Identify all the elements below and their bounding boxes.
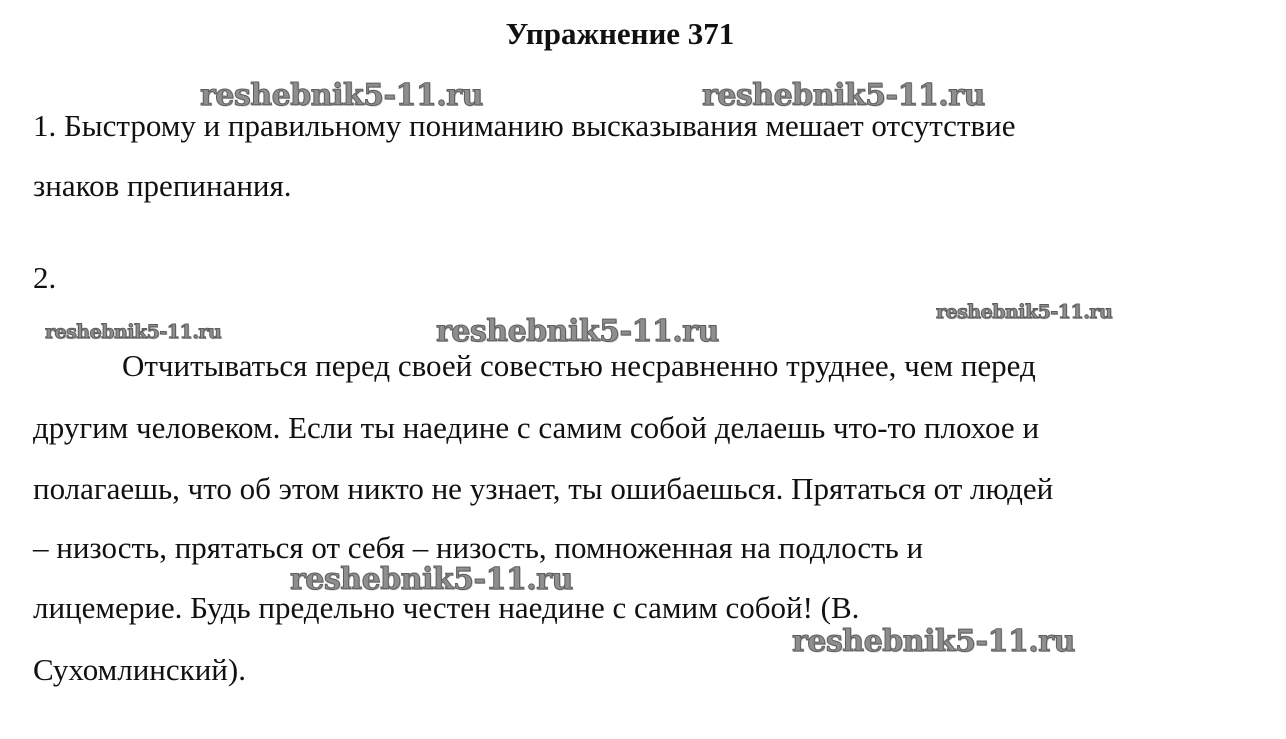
item2-line-3: полагаешь, что об этом никто не узнает, ты ошибаешься. Прятаться от людей (33, 471, 1054, 506)
item2-number: 2. (33, 260, 57, 295)
item2-line-2: другим человеком. Если ты наедине с самим собой делаешь что-то плохое и (33, 410, 1040, 445)
watermark: reshebnik5-11.ru (936, 301, 1113, 323)
exercise-title: Упражнение 371 (505, 16, 735, 51)
item2-line-5: лицемерие. Будь предельно честен наедине с самим собой! (В. (33, 590, 860, 625)
watermark: reshebnik5-11.ru (702, 78, 985, 113)
item1-line-2: знаков препинания. (33, 168, 292, 203)
item2-line-6: Сухомлинский). (33, 652, 246, 687)
watermark: reshebnik5-11.ru (290, 562, 573, 597)
watermark: reshebnik5-11.ru (792, 624, 1075, 659)
item2-line-4: – низость, прятаться от себя – низость, помноженная на подлость и (33, 530, 924, 565)
item2-line-1: Отчитываться перед своей совестью несравненно труднее, чем перед (122, 348, 1036, 383)
item1-line-1: 1. Быстрому и правильному пониманию высказывания мешает отсутствие (33, 108, 1016, 143)
watermark: reshebnik5-11.ru (436, 314, 719, 349)
watermark: reshebnik5-11.ru (200, 78, 483, 113)
watermark: reshebnik5-11.ru (45, 321, 222, 343)
